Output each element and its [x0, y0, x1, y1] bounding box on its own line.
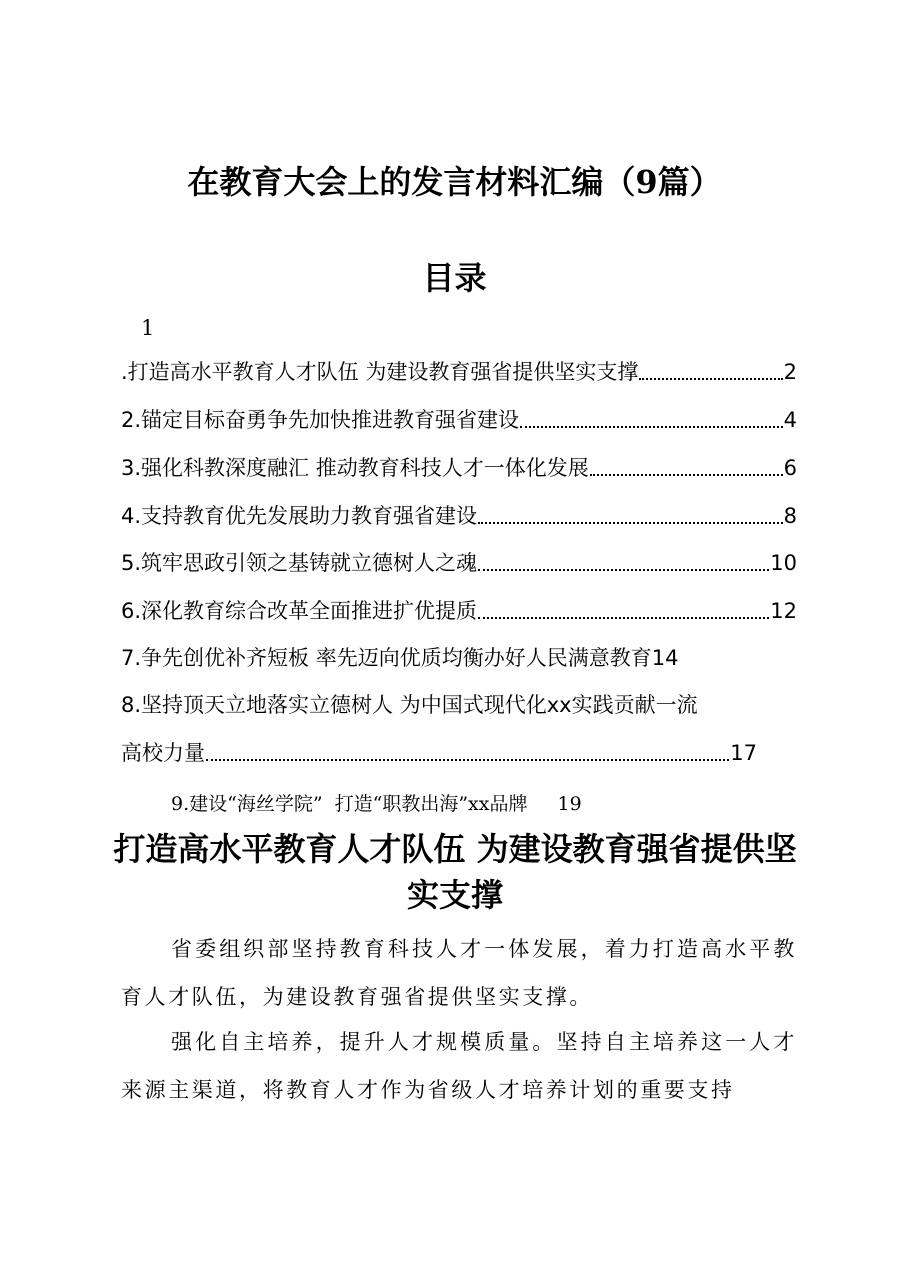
section-title: 打造高水平教育人才队伍 为建设教育强省提供坚实支撑: [113, 830, 797, 914]
toc-leader-dots: [206, 759, 729, 761]
toc-entry-text: .打造高水平教育人才队伍 为建设教育强省提供坚实支撑: [121, 360, 639, 384]
toc-entry-page: 4: [783, 408, 797, 432]
body-paragraph: 强化自主培养，提升人才规模质量。坚持自主培养这一人才来源主渠道，将教育人才作为省级人才培养计划的重要支持: [121, 1030, 797, 1102]
toc-entry-page: 19: [557, 793, 582, 815]
toc-entry-9[interactable]: [171, 790, 582, 818]
toc-heading: 目录: [422, 259, 487, 297]
toc-entry-text: 3.强化科教深度融汇 推动教育科技人才一体化发展: [121, 456, 589, 480]
toc-marker: 1: [141, 316, 155, 340]
toc-leader-dots: [478, 569, 769, 571]
toc-entry-page: 6: [783, 456, 797, 480]
toc-entry-text: 高校力量: [121, 741, 205, 765]
toc-entry-page: 17: [730, 741, 757, 765]
toc-leader-dots: [478, 617, 769, 619]
toc-entry-8-line2[interactable]: [121, 738, 757, 768]
toc-entry[interactable]: [121, 501, 797, 531]
toc-entry-text: 4.支持教育优先发展助力教育强省建设: [121, 504, 478, 528]
toc-entry-text: 5.筑牢思政引领之基铸就立德树人之魂: [121, 551, 478, 575]
toc-entry-page: 12: [770, 599, 797, 623]
toc-leader-dots: [520, 426, 783, 428]
toc-entry-text: 2.锚定目标奋勇争先加快推进教育强省建设: [121, 408, 520, 432]
toc-entry-8-line1[interactable]: 8.坚持顶天立地落实立德树人 为中国式现代化xx实践贡献一流: [121, 693, 698, 717]
toc-entry-page: 8: [783, 504, 797, 528]
body-paragraph: 省委组织部坚持教育科技人才一体发展，着力打造高水平教育人才队伍，为建设教育强省提供坚实支撑。: [121, 937, 797, 1009]
document-title: 在教育大会上的发言材料汇编（9篇）: [187, 163, 722, 201]
toc-leader-dots: [478, 522, 783, 524]
toc-entry[interactable]: [121, 596, 797, 626]
toc-leader-dots: [590, 474, 783, 476]
toc-entry[interactable]: [121, 357, 797, 387]
toc-entry-page: 10: [770, 551, 797, 575]
toc-entry-page: 2: [783, 360, 797, 384]
toc-entry-text: 9.建设“海丝学院” 打造“职教出海”xx品牌: [171, 793, 528, 815]
toc-entry[interactable]: [121, 453, 797, 483]
toc-entry-page: 14: [651, 646, 679, 670]
toc-entry[interactable]: [121, 548, 797, 578]
toc-entry[interactable]: [121, 643, 797, 673]
toc-entry[interactable]: [121, 405, 797, 435]
toc-leader-dots: [639, 378, 782, 380]
toc-entry-text: 6.深化教育综合改革全面推进扩优提质: [121, 599, 478, 623]
toc-entry-text: 7.争先创优补齐短板 率先迈向优质均衡办好人民满意教育: [121, 646, 652, 670]
